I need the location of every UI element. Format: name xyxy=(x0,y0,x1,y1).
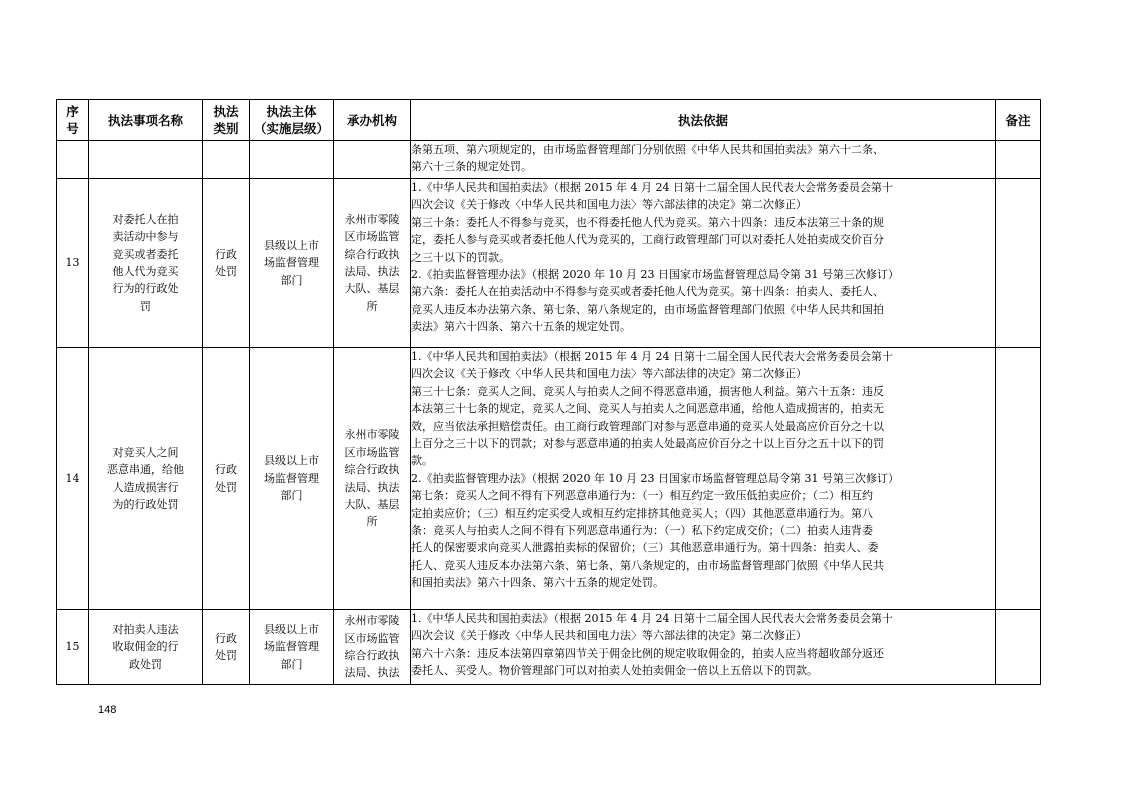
cell-name: 对竞买人之间 恶意串通，给他 人造成损害行 为的行政处罚 xyxy=(89,348,203,610)
cell-no: 14 xyxy=(57,348,89,610)
cell-type: 行政 处罚 xyxy=(203,610,250,685)
cell-name: 对拍卖人违法 收取佣金的行 政处罚 xyxy=(89,610,203,685)
table-row xyxy=(57,348,1041,610)
header-type: 执法 类别 xyxy=(203,100,250,141)
header-no: 序 号 xyxy=(57,100,89,141)
table-row-continuation xyxy=(57,141,1041,179)
cell-subject: 县级以上市 场监督管理 部门 xyxy=(250,179,334,348)
header-org: 承办机构 xyxy=(334,100,411,141)
table-row xyxy=(57,610,1041,685)
cell-org: 永州市零陵 区市场监管 综合行政执 法局、执法 xyxy=(334,610,411,685)
cell-remark xyxy=(996,141,1041,179)
cell-basis: 1.《中华人民共和国拍卖法》（根据 2015 年 4 月 24 日第十二届全国人民代表大会常务委员会第十 四次会议《关于修改〈中华人民共和国电力法〉等六部法律的决定》第二次修正） 第六十六条：违反本法第四章第四节关于佣金比例的规定收取佣金的，拍卖人应当将超收部分返还 委托人、买受人。物价管理部门可以对拍卖人处拍卖佣金一倍以上五倍以下的罚款。 xyxy=(411,610,996,685)
cell-org: 永州市零陵 区市场监管 综合行政执 法局、执法 大队、基层 所 xyxy=(334,348,411,610)
cell-no: 13 xyxy=(57,179,89,348)
table-row xyxy=(57,179,1041,348)
cell-org: 永州市零陵 区市场监管 综合行政执 法局、执法 大队、基层 所 xyxy=(334,179,411,348)
header-remark: 备注 xyxy=(996,100,1041,141)
cell-remark xyxy=(996,348,1041,610)
cell-type: 行政 处罚 xyxy=(203,348,250,610)
cell-subject: 县级以上市 场监督管理 部门 xyxy=(250,348,334,610)
header-subject: 执法主体 （实施层级） xyxy=(250,100,334,141)
cell-basis: 1.《中华人民共和国拍卖法》（根据 2015 年 4 月 24 日第十二届全国人民代表大会常务委员会第十 四次会议《关于修改〈中华人民共和国电力法〉等六部法律的决定》第二次修正） 第三十条：委托人不得参与竞买，也不得委托他人代为竞买。第六十四条：违反本法第三十条的规 定，委托人参与竞买或者委托他人代为竞买的，工商行政管理部门可以对委托人处拍卖成交价百分 之三十以下的罚款。 2.《拍卖监督管理办法》（根据 2020 年 10 月 23 日国家市场监督管理总局令第 31 号第三次修订） 第六条：委托人在拍卖活动中不得参与竞买或者委托他人代为竞买。第十四条：拍卖人、委托人、 竞买人违反本办法第六条、第七条、第八条规定的，由市场监督管理部门依照《中华人民共和国拍 卖法》第六十四条、第六十五条的规定处罚。 xyxy=(411,179,996,348)
header-name: 执法事项名称 xyxy=(89,100,203,141)
page-number: 148 xyxy=(98,704,117,716)
header-row xyxy=(57,100,1041,141)
cell-no xyxy=(57,141,89,179)
cell-remark xyxy=(996,179,1041,348)
enforcement-table xyxy=(56,99,1041,685)
cell-org xyxy=(334,141,411,179)
cell-type xyxy=(203,141,250,179)
cell-remark xyxy=(996,610,1041,685)
cell-basis: 1.《中华人民共和国拍卖法》（根据 2015 年 4 月 24 日第十二届全国人民代表大会常务委员会第十 四次会议《关于修改〈中华人民共和国电力法〉等六部法律的决定》第二次修正） 第三十七条：竞买人之间、竞买人与拍卖人之间不得恶意串通，损害他人利益。第六十五条：违反 本法第三十七条的规定，竞买人之间、竞买人与拍卖人之间恶意串通，给他人造成损害的，拍卖无 效，应当依法承担赔偿责任。由工商行政管理部门对参与恶意串通的竞买人处最高应价百分之十以 上百分之三十以下的罚款；对参与恶意串通的拍卖人处最高应价百分之十以上百分之五十以下的罚 款。 2.《拍卖监督管理办法》（根据 2020 年 10 月 23 日国家市场监督管理总局令第 31 号第三次修订） 第七条：竞买人之间不得有下列恶意串通行为：（一）相互约定一致压低拍卖应价；（二）相互约 定拍卖应价；（三）相互约定买受人或相互约定排挤其他竞买人；（四）其他恶意串通行为。第八 条：竞买人与拍卖人之间不得有下列恶意串通行为：（一）私下约定成交价；（二）拍卖人违背委 托人的保密要求向竞买人泄露拍卖标的保留价；（三）其他恶意串通行为。第十四条：拍卖人、委 托人、竞买人违反本办法第六条、第七条、第八条规定的，由市场监督管理部门依照《中华人民共 和国拍卖法》第六十四条、第六十五条的规定处罚。 xyxy=(411,348,996,610)
cell-name xyxy=(89,141,203,179)
header-basis: 执法依据 xyxy=(411,100,996,141)
cell-subject: 县级以上市 场监督管理 部门 xyxy=(250,610,334,685)
cell-type: 行政 处罚 xyxy=(203,179,250,348)
cell-name: 对委托人在拍 卖活动中参与 竞买或者委托 他人代为竞买 行为的行政处 罚 xyxy=(89,179,203,348)
cell-subject xyxy=(250,141,334,179)
cell-no: 15 xyxy=(57,610,89,685)
cell-basis: 条第五项、第六项规定的，由市场监督管理部门分别依照《中华人民共和国拍卖法》第六十二条、 第六十三条的规定处罚。 xyxy=(411,141,996,179)
